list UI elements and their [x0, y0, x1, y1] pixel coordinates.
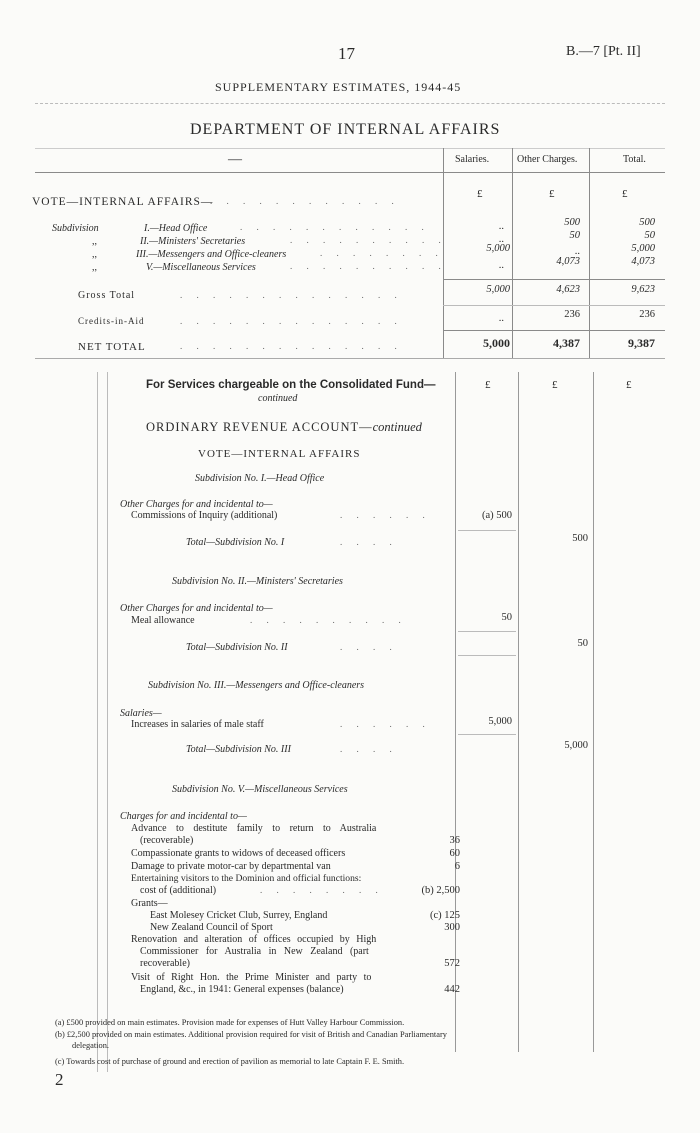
sub3-title: Subdivision No. III.—Messengers and Office-cleaners	[148, 680, 365, 691]
summary-row-salaries: ..	[498, 260, 504, 271]
net-total-label: NET TOTAL	[78, 341, 146, 353]
sub5-advance-value: 36	[449, 835, 460, 846]
gross-total-other: 4,623	[556, 284, 580, 295]
sub5-compassionate-value: 60	[449, 848, 460, 859]
sub5-grants: Grants—	[131, 898, 168, 909]
ditto-mark: ,,	[92, 262, 97, 273]
sub1-group: Other Charges for and incidental to—	[120, 499, 273, 510]
gross-total-total: 9,623	[631, 284, 655, 295]
sub5-damage-value: 6	[454, 861, 460, 872]
page-number: 17	[338, 44, 355, 63]
page-footer-number: 2	[55, 1070, 64, 1089]
column-dash: —	[228, 152, 242, 167]
summary-row-other: 500	[564, 217, 580, 228]
summary-row-label: II.—Ministers' Secretaries	[140, 236, 246, 247]
sub2-title: Subdivision No. II.—Ministers' Secretaries	[172, 576, 343, 587]
sub5-compassionate: Compassionate grants to widows of deceased officers	[131, 848, 346, 859]
sub1-item: Commissions of Inquiry (additional)	[131, 510, 278, 521]
footnote-c: (c) Towards cost of purchase of ground and erection of pavilion as memorial to late Captain F. E. Smith.	[55, 1057, 405, 1066]
gross-total-label: Gross Total	[78, 290, 136, 301]
summary-row-label: V.—Miscellaneous Services	[146, 262, 256, 273]
sub3-total-label: Total—Subdivision No. III	[186, 744, 291, 755]
summary-row-salaries: 5,000	[486, 243, 510, 254]
sub5-entertaining-line1: Entertaining visitors to the Dominion and official functions:	[131, 873, 362, 884]
summary-row-other: 4,073	[556, 256, 580, 267]
sub5-visit-line2: England, &c., in 1941: General expenses (balance)	[140, 984, 344, 995]
summary-row-total: 50	[644, 230, 655, 241]
sub5-visit-value: 442	[444, 984, 460, 995]
footnote-b: (b) £2,500 provided on main estimates. Additional provision required for visit of British and Canadian Parliamentary	[55, 1030, 447, 1039]
sub5-molesey-value: (c) 125	[429, 910, 460, 921]
sub5-renovation-line1: Renovation and alteration of offices occupied by High	[131, 934, 377, 945]
document-reference: B.—7 [Pt. II]	[566, 44, 641, 59]
department-title: DEPARTMENT OF INTERNAL AFFAIRS	[190, 121, 501, 138]
sub5-renovation-line2: Commissioner for Australia in New Zealand (part	[140, 946, 369, 957]
sub5-group: Charges for and incidental to—	[120, 811, 247, 822]
sub2-total-label: Total—Subdivision No. II	[186, 642, 288, 653]
sub5-nzcouncil-value: 300	[444, 922, 460, 933]
sub3-item: Increases in salaries of male staff	[131, 719, 264, 730]
sub5-renovation-value: 572	[444, 958, 460, 969]
sub5-advance-line2: (recoverable)	[140, 835, 194, 846]
summary-row-label: I.—Head Office	[144, 223, 208, 234]
sub1-total-value: 500	[572, 533, 588, 544]
currency-other: £	[549, 188, 555, 200]
net-total-total: 9,387	[628, 336, 655, 350]
sub3-group: Salaries—	[120, 708, 162, 719]
subdivision-label: Subdivision	[52, 223, 99, 234]
footnote-b-cont: delegation.	[72, 1041, 109, 1050]
header-rule	[35, 103, 665, 104]
summary-row-label: III.—Messengers and Office-cleaners	[136, 249, 287, 260]
summary-row-total: 4,073	[631, 256, 655, 267]
sub5-title: Subdivision No. V.—Miscellaneous Services	[172, 784, 348, 795]
detail-vote-title: VOTE—INTERNAL AFFAIRS	[198, 448, 361, 460]
sub3-total-value: 5,000	[564, 740, 588, 751]
account-title-continued: continued	[372, 420, 422, 434]
detail-currency-1: £	[485, 379, 491, 391]
detail-currency-3: £	[626, 379, 632, 391]
sub2-item: Meal allowance	[131, 615, 195, 626]
ditto-mark: ,,	[92, 236, 97, 247]
gross-total-salaries: 5,000	[486, 284, 510, 295]
summary-row-other: 50	[569, 230, 580, 241]
detail-currency-2: £	[552, 379, 558, 391]
account-title	[146, 420, 422, 435]
sub5-entertaining-line2: cost of (additional)	[140, 885, 217, 896]
summary-row-other: ..	[574, 246, 580, 257]
credits-in-aid-salaries: ..	[498, 313, 504, 324]
sub5-nzcouncil: New Zealand Council of Sport	[150, 922, 273, 933]
consolidated-fund-heading: For Services chargeable on the Consolidated Fund—	[146, 379, 436, 391]
col-header-total: Total.	[623, 154, 646, 165]
credits-in-aid-other: 236	[564, 309, 580, 320]
sub1-total-label: Total—Subdivision No. I	[186, 537, 285, 548]
sub2-total-value: 50	[577, 638, 588, 649]
sub1-item-value: (a) 500	[481, 510, 512, 521]
sub2-group: Other Charges for and incidental to—	[120, 603, 273, 614]
net-total-other: 4,387	[553, 336, 580, 350]
credits-in-aid-total: 236	[639, 309, 655, 320]
summary-row-salaries: ..	[498, 234, 504, 245]
summary-row-salaries: ..	[498, 221, 504, 232]
sub5-molesey: East Molesey Cricket Club, Surrey, England	[150, 910, 328, 921]
net-total-salaries: 5,000	[483, 336, 510, 350]
sub2-item-value: 50	[501, 612, 512, 623]
sub1-title: Subdivision No. I.—Head Office	[195, 473, 325, 484]
consolidated-fund-continued: continued	[258, 393, 298, 404]
sub5-entertaining-value: (b) 2,500	[421, 885, 460, 896]
currency-total: £	[622, 188, 628, 200]
page-title: SUPPLEMENTARY ESTIMATES, 1944-45	[215, 80, 462, 94]
currency-salaries: £	[477, 188, 483, 200]
summary-row-total: 500	[639, 217, 655, 228]
col-header-other-charges: Other Charges.	[517, 154, 578, 165]
sub5-damage: Damage to private motor-car by departmental van	[131, 861, 331, 872]
summary-row-total: 5,000	[631, 243, 655, 254]
sub5-advance-line1: Advance to destitute family to return to Australia	[131, 823, 377, 834]
col-header-salaries: Salaries.	[455, 154, 490, 165]
ditto-mark: ,,	[92, 249, 97, 260]
sub5-visit-line1: Visit of Right Hon. the Prime Minister and party to	[131, 972, 372, 983]
sub5-renovation-line3: recoverable)	[140, 958, 190, 969]
vote-title: VOTE—INTERNAL AFFAIRS—	[32, 196, 214, 208]
account-title-text: ORDINARY REVENUE ACCOUNT—	[146, 420, 373, 434]
sub3-item-value: 5,000	[488, 716, 512, 727]
credits-in-aid-label: Credits-in-Aid	[78, 316, 145, 326]
footnote-a: (a) £500 provided on main estimates. Provision made for expenses of Hutt Valley Harbour Commission.	[55, 1018, 405, 1027]
